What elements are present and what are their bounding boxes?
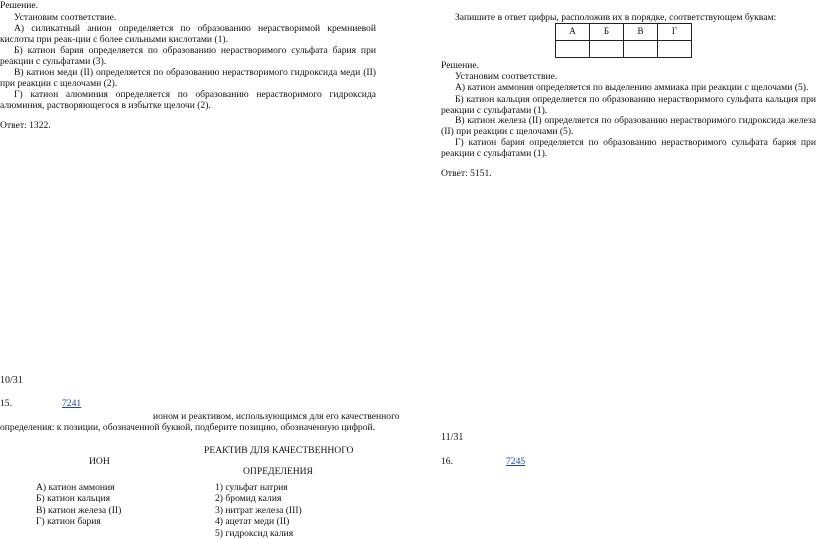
page-number: 11/31	[441, 432, 464, 443]
solution-para-b: Б) катион бария определяется по образованию нерастворимого сульфата бария при реакции с сульфатами (3).	[0, 45, 376, 68]
solution-para-a: А) катион аммония определяется по выделению аммиака при реакции с щелочами (5).	[455, 82, 809, 93]
task-number: 16.	[441, 456, 453, 467]
solution-para-a: А) силикатный анион определяется по образованию нерастворимой кремниевой кислоты при реак-ции с более сильными кислотами (1).	[0, 23, 376, 46]
solution-para-b: Б) катион кальция определяется по образованию нерастворимого сульфата кальция при реакции с сульфатами (1).	[441, 94, 816, 117]
answer-table-header: В	[624, 24, 658, 41]
ion-item: Б) катион кальция	[36, 493, 110, 505]
answer-text: Ответ: 1322.	[0, 120, 51, 131]
reagent-column-heading-2: ОПРЕДЕЛЕНИЯ	[243, 466, 313, 477]
solution-label: Решение.	[0, 0, 39, 11]
reagent-item: 4) ацетат меди (II)	[215, 516, 290, 528]
reagent-item: 2) бромид калия	[215, 493, 282, 505]
solution-intro: Установим соответствие.	[455, 71, 558, 82]
answer-cell[interactable]	[624, 41, 658, 58]
answer-table-header: А	[556, 24, 590, 41]
page-number: 10/31	[0, 375, 23, 386]
reagent-item: 5) гидроксид калия	[215, 527, 294, 539]
answer-table	[555, 23, 692, 58]
answer-cell[interactable]	[590, 41, 624, 58]
task-link[interactable]: 7245	[506, 456, 526, 467]
reagent-item: 1) сульфат натрия	[215, 482, 288, 493]
answer-table-header: Б	[590, 24, 624, 41]
reagent-list	[215, 482, 302, 539]
answer-instruction: Запишите в ответ цифры, расположив их в порядке, соответствующем буквам:	[455, 12, 777, 23]
solution-para-c: В) катион меди (II) определяется по образованию нерастворимого гидроксида меди (II) при реакции с щелочами (2).	[0, 67, 376, 90]
reagent-item: 3) нитрат железа (III)	[215, 504, 302, 516]
solution-intro: Установим соответствие.	[14, 12, 117, 23]
solution-para-d: Г) катион алюминия определяется по образованию нерастворимого гидроксида алюминия, растворяющегося в избытке щелочи (2).	[0, 89, 376, 112]
task-link[interactable]: 7241	[62, 398, 82, 409]
answer-cell[interactable]	[556, 41, 590, 58]
task-number: 15.	[0, 398, 12, 409]
reagent-column-heading-1: РЕАКТИВ ДЛЯ КАЧЕСТВЕННОГО	[204, 445, 354, 456]
ion-item: Г) катион бария	[36, 516, 101, 528]
ion-column-heading: ИОН	[89, 456, 110, 467]
solution-label: Решение.	[441, 60, 480, 71]
task-text-line-2: определения: к позиции, обозначенной буквой, подберите позицию, обозначенную цифрой.	[0, 422, 376, 433]
solution-para-d: Г) катион бария определяется по образованию нерастворимого сульфата бария при реакции с сульфатами (1).	[441, 137, 816, 160]
solution-para-c: В) катион железа (II) определяется по образованию нерастворимого гидроксида железа (II) при реакции с щелочами (5).	[441, 115, 816, 138]
answer-text: Ответ: 5151.	[441, 168, 492, 179]
answer-table-header: Г	[658, 24, 692, 41]
ion-item: В) катион железа (II)	[36, 504, 122, 516]
task-text-line-1: ионом и реактивом, использующимся для его качественного	[153, 411, 400, 422]
ion-item: А) катион аммония	[36, 482, 115, 493]
answer-cell[interactable]	[658, 41, 692, 58]
ion-list	[36, 482, 121, 528]
